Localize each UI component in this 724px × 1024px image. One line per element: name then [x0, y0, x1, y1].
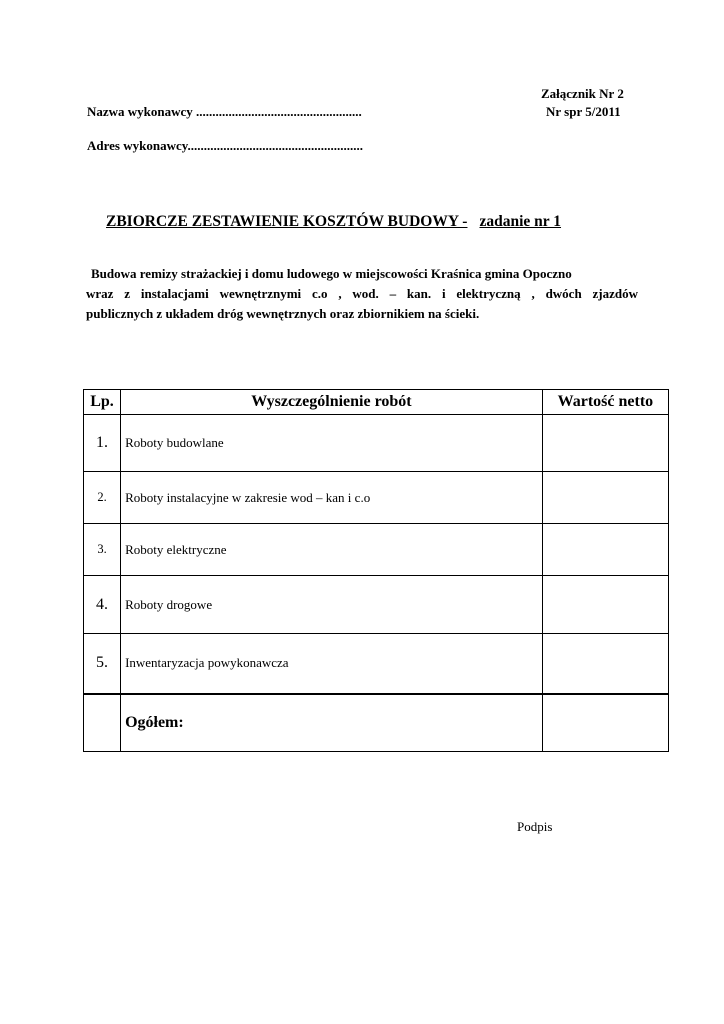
total-lp-empty	[84, 694, 121, 752]
title-task: zadanie nr 1	[479, 213, 562, 230]
description-line-3: publicznych z układem dróg wewnętrznych oraz zbiornikiem na ścieki.	[86, 306, 480, 321]
row-description: Inwentaryzacja powykonawcza	[121, 634, 543, 694]
table-row	[84, 576, 669, 634]
total-row	[84, 694, 669, 752]
contractor-address-field: Adres wykonawcy......................................................	[87, 138, 364, 153]
row-net-value[interactable]	[542, 576, 668, 634]
document-title	[106, 213, 561, 231]
table-row	[84, 634, 669, 694]
project-description	[86, 264, 638, 324]
description-line-1: Budowa remizy strażackiej i domu ludowego w miejscowości Kraśnica gmina Opoczno	[91, 266, 572, 281]
row-description: Roboty budowlane	[121, 415, 543, 472]
table-row	[84, 524, 669, 576]
row-number: 3.	[84, 524, 121, 576]
header-lp: Lp.	[84, 390, 121, 415]
row-description: Roboty instalacyjne w zakresie wod – kan i c.o	[121, 472, 543, 524]
row-net-value[interactable]	[542, 415, 668, 472]
title-main: ZBIORCZE ZESTAWIENIE KOSZTÓW BUDOWY -	[106, 213, 468, 230]
row-number: 5.	[84, 634, 121, 694]
row-description: Roboty drogowe	[121, 576, 543, 634]
signature-label: Podpis	[517, 819, 553, 834]
total-label: Ogółem:	[121, 694, 543, 752]
header-net-value: Wartość netto	[542, 390, 668, 415]
header-description: Wyszczególnienie robót	[121, 390, 543, 415]
row-number: 2.	[84, 472, 121, 524]
cost-table	[83, 389, 669, 752]
row-net-value[interactable]	[542, 634, 668, 694]
case-number: Nr spr 5/2011	[546, 104, 621, 119]
row-net-value[interactable]	[542, 524, 668, 576]
row-description: Roboty elektryczne	[121, 524, 543, 576]
row-net-value[interactable]	[542, 472, 668, 524]
contractor-name-field: Nazwa wykonawcy ...................................................	[87, 104, 362, 119]
row-number: 4.	[84, 576, 121, 634]
table-row	[84, 472, 669, 524]
total-net-value[interactable]	[542, 694, 668, 752]
table-header-row	[84, 390, 669, 415]
table-row	[84, 415, 669, 472]
description-line-2: wraz z instalacjami wewnętrznymi c.o , wod. – kan. i elektryczną , dwóch zjazdów	[86, 286, 638, 301]
attachment-number: Załącznik Nr 2	[541, 86, 624, 101]
row-number: 1.	[84, 415, 121, 472]
